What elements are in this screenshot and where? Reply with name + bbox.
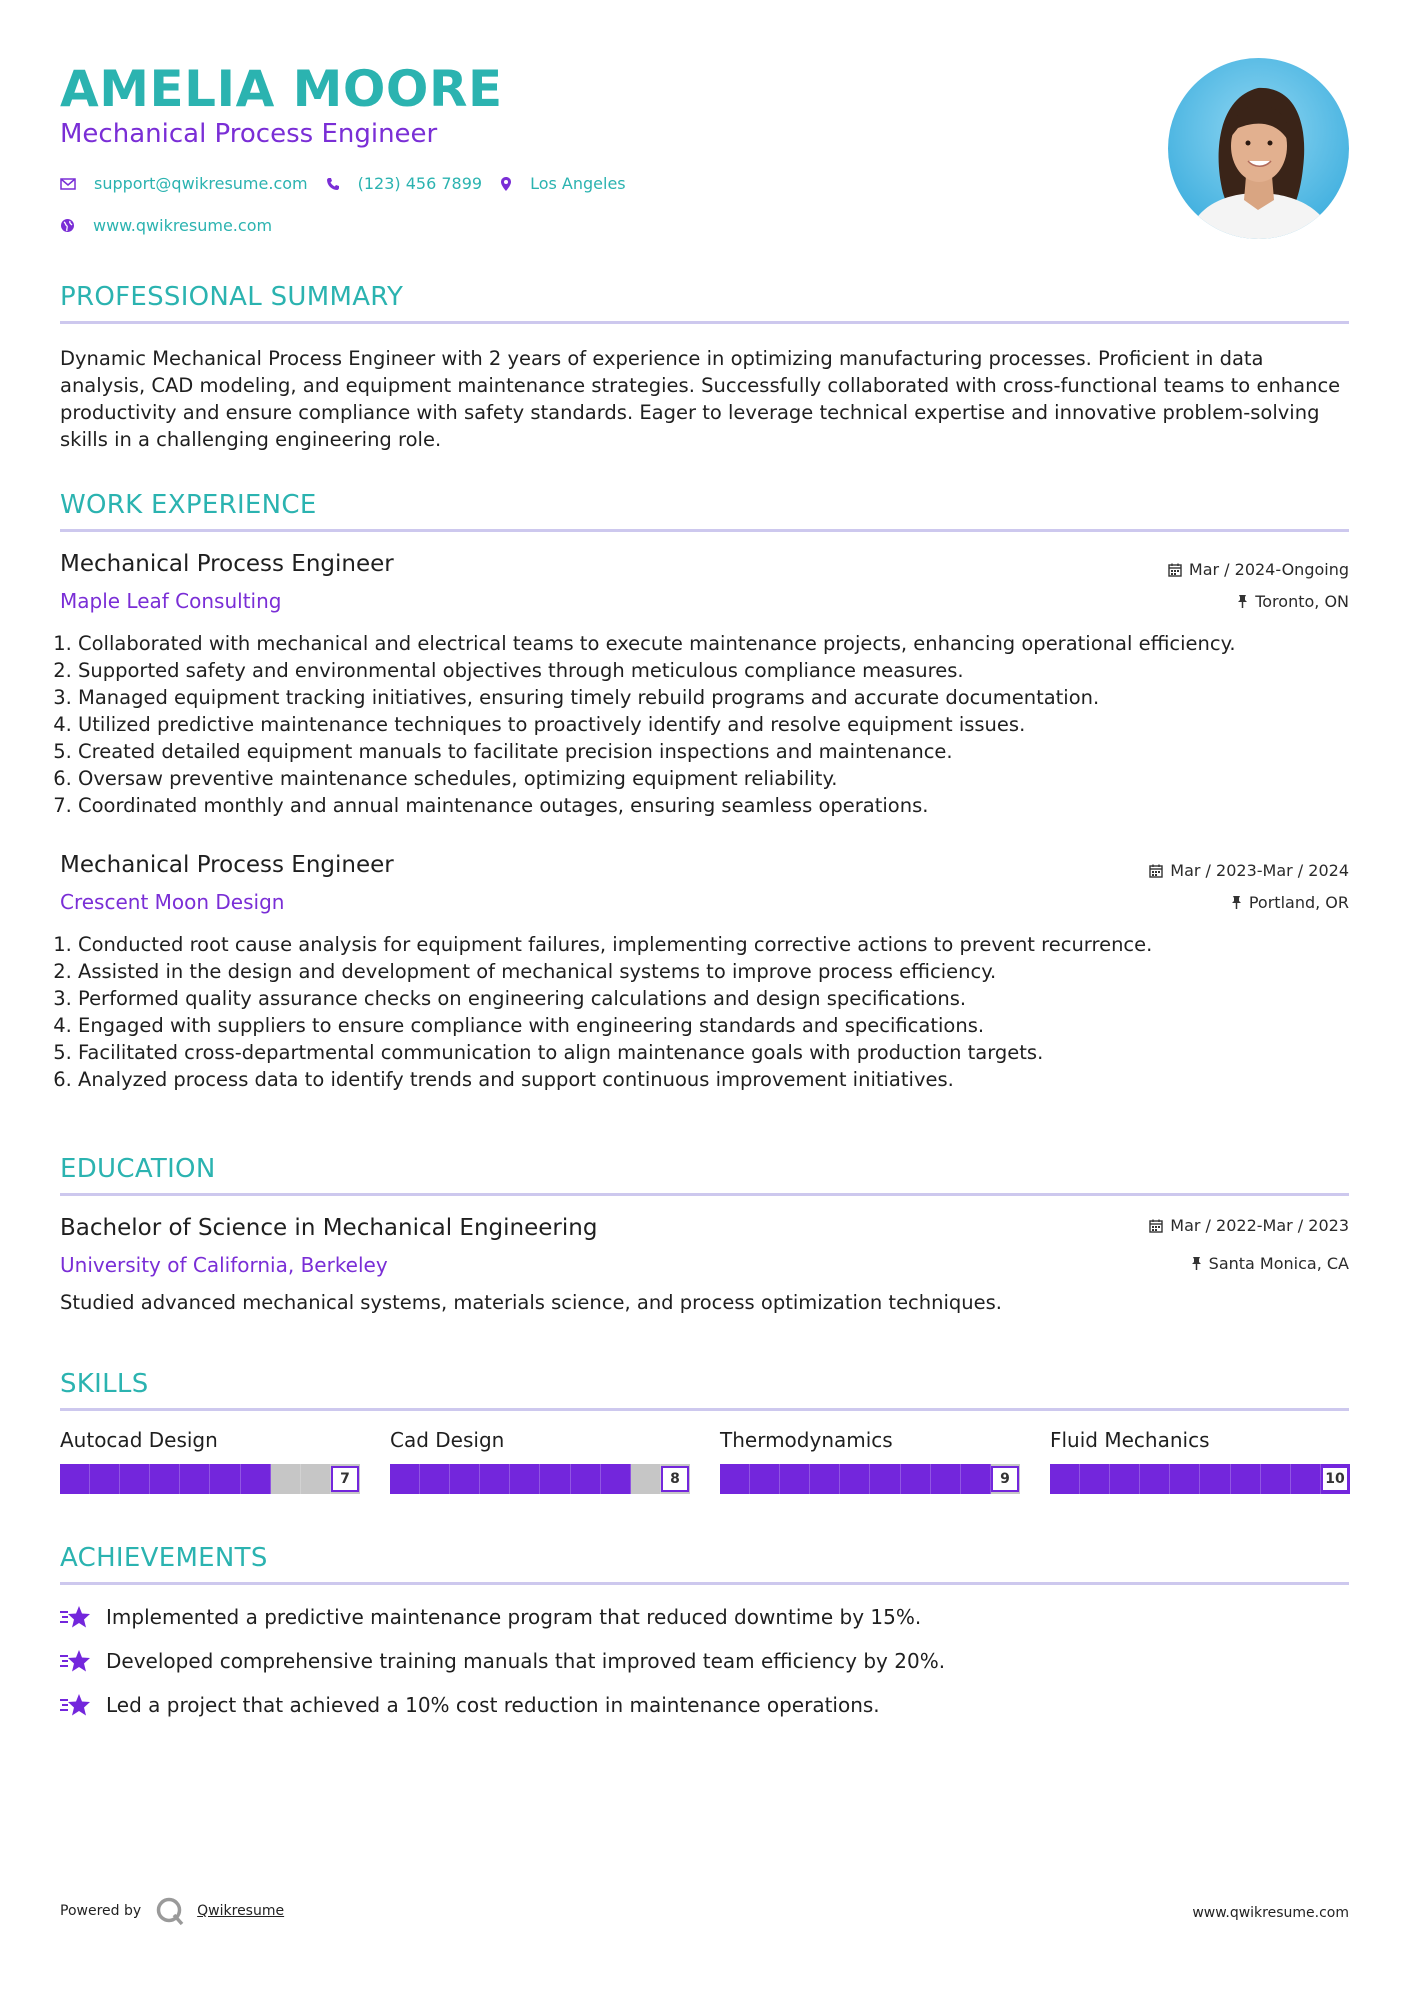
pushpin-icon <box>1191 1256 1202 1271</box>
achievement-item <box>60 1648 945 1674</box>
job-title: Mechanical Process Engineer <box>60 852 394 878</box>
skill-level-segment <box>870 1464 900 1494</box>
summary-text: Dynamic Mechanical Process Engineer with 2 years of experience in optimizing manufacturing processes. Proficient in data analysis, CAD modeling, and equipment maintenance strategies. Successfully collaborated with cross-functional teams to enhance productivity and ensure compliance with safety standards. Eager to leverage technical expertise and innovative problem-solving skills in a challenging engineering role. <box>60 347 1341 451</box>
skill-level-segment <box>420 1464 450 1494</box>
powered-by-text: Powered by <box>60 1903 142 1919</box>
skill-level-segment <box>961 1464 991 1494</box>
job-dates-text: Mar / 2023-Mar / 2024 <box>1170 861 1349 880</box>
globe-icon <box>60 218 75 233</box>
skill-item <box>60 1428 360 1487</box>
skill-level-segment <box>301 1464 331 1494</box>
company-name: Maple Leaf Consulting <box>60 589 282 613</box>
skill-level-segment <box>271 1464 301 1494</box>
skill-level-segment <box>540 1464 570 1494</box>
website-item[interactable] <box>60 216 272 235</box>
skill-name: Cad Design <box>390 1428 505 1452</box>
skill-level-segment <box>120 1464 150 1494</box>
achievement-text: Developed comprehensive training manuals that improved team efficiency by 20%. <box>106 1649 946 1673</box>
list-item: 4. Utilized predictive maintenance techniques to proactively identify and resolve equipment issues. <box>78 711 1348 738</box>
map-pin-icon <box>500 176 512 192</box>
skill-level-segment <box>1050 1464 1080 1494</box>
website-text: www.qwikresume.com <box>93 216 273 235</box>
job-location <box>1237 592 1349 611</box>
skill-level-bar <box>60 1464 360 1494</box>
list-item: 3. Managed equipment tracking initiatives, ensuring timely rebuild programs and accurate documentation. <box>78 684 1348 711</box>
list-item: 3. Performed quality assurance checks on engineering calculations and design specifications. <box>78 985 1348 1012</box>
skill-name: Autocad Design <box>60 1428 218 1452</box>
calendar-icon <box>1168 563 1182 577</box>
star-trophy-icon <box>60 1692 92 1718</box>
skill-level-segment <box>1110 1464 1140 1494</box>
skill-level-bar <box>1050 1464 1350 1494</box>
candidate-name: AMELIA MOORE <box>60 60 503 118</box>
phone-item[interactable] <box>326 174 482 193</box>
skill-name: Fluid Mechanics <box>1050 1428 1210 1452</box>
job-bullets <box>60 931 1348 1093</box>
list-item: 6. Analyzed process data to identify trends and support continuous improvement initiatives. <box>78 1066 1348 1093</box>
skill-level-segment <box>571 1464 601 1494</box>
star-trophy-icon <box>60 1604 92 1630</box>
list-item: 6. Oversaw preventive maintenance schedules, optimizing equipment reliability. <box>78 765 1348 792</box>
skill-level-segment <box>780 1464 810 1494</box>
skill-score: 10 <box>1321 1466 1349 1492</box>
skill-level-segment <box>450 1464 480 1494</box>
skill-level-segment <box>631 1464 661 1494</box>
education-description: Studied advanced mechanical systems, materials science, and process optimization techniques. <box>60 1291 1003 1314</box>
skill-level-segment <box>390 1464 420 1494</box>
skill-level-segment <box>1200 1464 1230 1494</box>
skill-level-segment <box>1261 1464 1291 1494</box>
star-trophy-icon <box>60 1648 92 1674</box>
skill-level-segment <box>750 1464 780 1494</box>
skills-heading: SKILLS <box>60 1369 149 1399</box>
achievement-item <box>60 1604 921 1630</box>
education-heading: EDUCATION <box>60 1154 216 1184</box>
skill-level-segment <box>180 1464 210 1494</box>
skill-level-segment <box>901 1464 931 1494</box>
education-location <box>1191 1254 1349 1273</box>
list-item: 4. Engaged with suppliers to ensure compliance with engineering standards and specifications. <box>78 1012 1348 1039</box>
experience-heading: WORK EXPERIENCE <box>60 490 317 520</box>
skill-score: 7 <box>331 1466 359 1492</box>
skill-level-segment <box>480 1464 510 1494</box>
skill-level-segment <box>1291 1464 1321 1494</box>
degree-title: Bachelor of Science in Mechanical Engineering <box>60 1215 598 1241</box>
email-item[interactable] <box>60 174 308 193</box>
skill-level-segment <box>931 1464 961 1494</box>
email-text: support@qwikresume.com <box>94 174 308 193</box>
education-dates <box>1149 1216 1349 1235</box>
pushpin-icon <box>1237 594 1248 609</box>
job-dates <box>1149 861 1349 880</box>
pushpin-icon <box>1231 895 1242 910</box>
skill-level-segment <box>1231 1464 1261 1494</box>
calendar-icon <box>1149 1219 1163 1233</box>
skill-level-segment <box>210 1464 240 1494</box>
job-location-text: Toronto, ON <box>1255 592 1349 611</box>
calendar-icon <box>1149 864 1163 878</box>
achievement-item <box>60 1692 880 1718</box>
contact-row <box>60 174 644 193</box>
phone-text: (123) 456 7899 <box>357 174 483 193</box>
skill-level-segment <box>510 1464 540 1494</box>
job-location-text: Portland, OR <box>1248 893 1349 912</box>
list-item: 1. Collaborated with mechanical and electrical teams to execute maintenance projects, enhancing operational efficiency. <box>78 630 1348 657</box>
experience-divider <box>60 529 1349 532</box>
summary-divider <box>60 321 1349 324</box>
education-location-text: Santa Monica, CA <box>1208 1254 1349 1273</box>
job-dates-text: Mar / 2024-Ongoing <box>1188 560 1349 579</box>
qwikresume-link[interactable]: Qwikresume <box>197 1903 285 1919</box>
list-item: 7. Coordinated monthly and annual maintenance outages, ensuring seamless operations. <box>78 792 1348 819</box>
location-text: Los Angeles <box>530 174 626 193</box>
education-divider <box>60 1193 1349 1196</box>
footer-site[interactable]: www.qwikresume.com <box>1192 1905 1349 1921</box>
skill-level-segment <box>150 1464 180 1494</box>
skill-level-segment <box>1140 1464 1170 1494</box>
qwikresume-logo-icon <box>155 1896 185 1926</box>
skill-level-segment <box>720 1464 750 1494</box>
skill-item <box>390 1428 690 1487</box>
achievement-text: Implemented a predictive maintenance program that reduced downtime by 15%. <box>106 1605 922 1629</box>
skill-level-segment <box>601 1464 631 1494</box>
skill-name: Thermodynamics <box>720 1428 893 1452</box>
list-item: 5. Facilitated cross-departmental communication to align maintenance goals with production targets. <box>78 1039 1348 1066</box>
candidate-title: Mechanical Process Engineer <box>60 119 438 149</box>
skill-item <box>1050 1428 1350 1487</box>
list-item: 5. Created detailed equipment manuals to facilitate precision inspections and maintenance. <box>78 738 1348 765</box>
skill-level-segment <box>90 1464 120 1494</box>
profile-photo <box>1168 58 1349 239</box>
summary-heading: PROFESSIONAL SUMMARY <box>60 282 404 312</box>
skill-score: 8 <box>661 1466 689 1492</box>
job-location <box>1231 893 1349 912</box>
skill-item <box>720 1428 1020 1487</box>
envelope-icon <box>60 178 76 190</box>
skill-level-segment <box>241 1464 271 1494</box>
phone-icon <box>326 177 340 191</box>
skill-level-segment <box>1170 1464 1200 1494</box>
skill-score: 9 <box>991 1466 1019 1492</box>
location-item <box>500 174 626 193</box>
achievements-divider <box>60 1582 1349 1585</box>
skill-level-segment <box>840 1464 870 1494</box>
skill-level-segment <box>810 1464 840 1494</box>
job-dates <box>1168 560 1349 579</box>
list-item: 1. Conducted root cause analysis for equipment failures, implementing corrective actions to prevent recurrence. <box>78 931 1348 958</box>
list-item: 2. Assisted in the design and development of mechanical systems to improve process efficiency. <box>78 958 1348 985</box>
skill-level-segment <box>60 1464 90 1494</box>
skills-divider <box>60 1408 1349 1411</box>
achievements-heading: ACHIEVEMENTS <box>60 1543 268 1573</box>
skill-level-segment <box>1080 1464 1110 1494</box>
list-item: 2. Supported safety and environmental objectives through meticulous compliance measures. <box>78 657 1348 684</box>
education-dates-text: Mar / 2022-Mar / 2023 <box>1170 1216 1349 1235</box>
footer-powered-by <box>60 1896 284 1926</box>
website-row <box>60 216 290 235</box>
job-title: Mechanical Process Engineer <box>60 551 394 577</box>
company-name: Crescent Moon Design <box>60 890 285 914</box>
skill-level-bar <box>720 1464 1020 1494</box>
job-bullets <box>60 630 1348 819</box>
achievement-text: Led a project that achieved a 10% cost reduction in maintenance operations. <box>106 1693 880 1717</box>
skill-level-bar <box>390 1464 690 1494</box>
school-name: University of California, Berkeley <box>60 1253 388 1277</box>
